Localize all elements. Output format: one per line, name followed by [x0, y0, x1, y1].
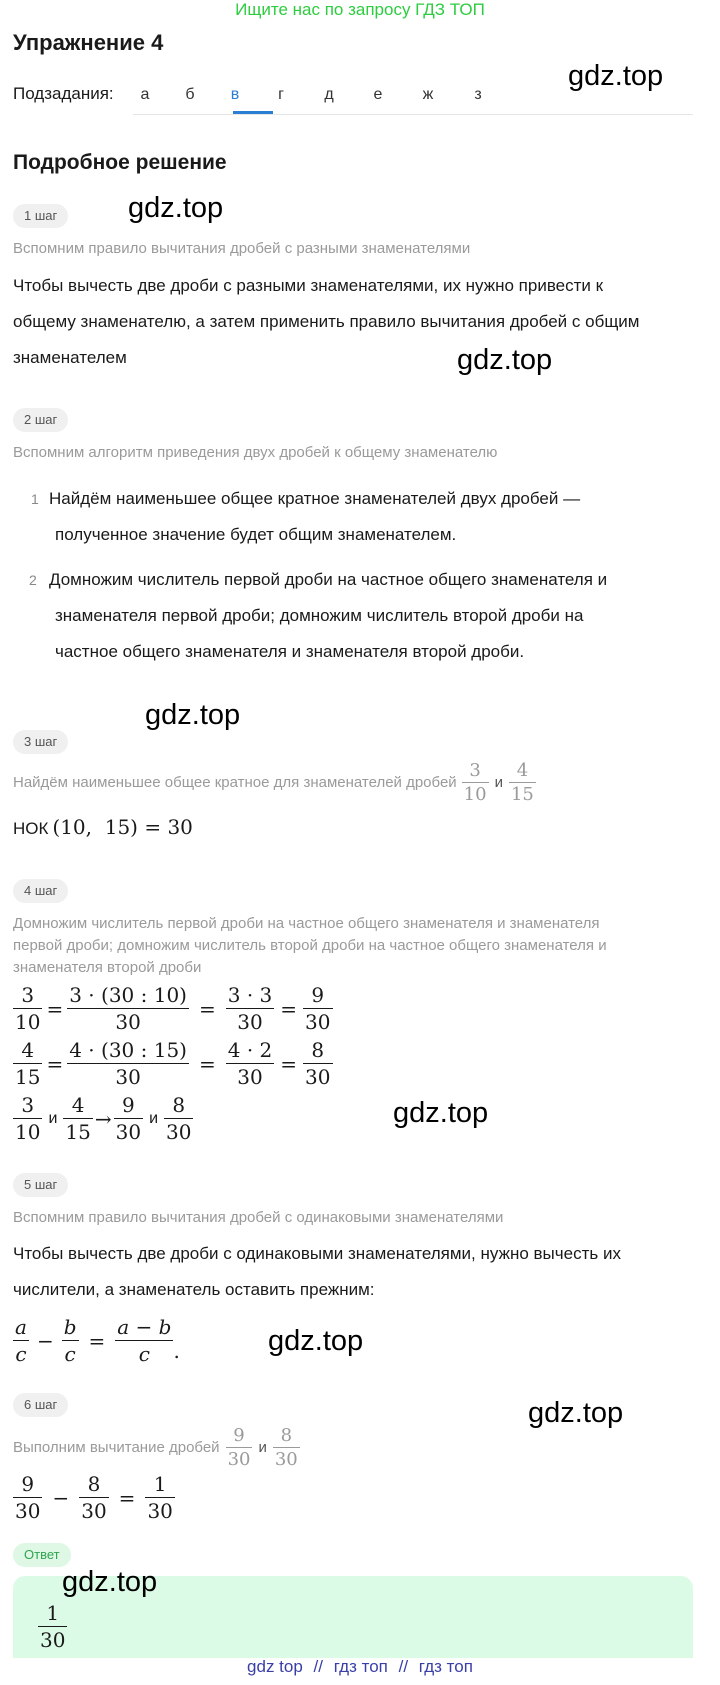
footer-separator: // — [398, 1657, 409, 1676]
text-line: полученное значение будет общим знаменателем. — [55, 525, 457, 544]
nok-label: НОК — [13, 819, 49, 838]
text-line: Чтобы вычесть две дроби с разными знаменателями, их нужно привести к — [13, 276, 604, 295]
denominator: 30 — [40, 1628, 66, 1652]
equals-sign: = — [280, 1051, 298, 1076]
step-badge: 4 шаг — [13, 879, 68, 903]
numerator: 9 — [114, 1092, 143, 1119]
denominator: 15 — [15, 1065, 41, 1089]
list-number: 1 — [31, 491, 39, 507]
text-line: общему знаменателю, а затем применить правило вычитания дробей с общим — [13, 312, 640, 331]
numerator: 8 — [164, 1092, 193, 1119]
denominator: c — [64, 1342, 76, 1366]
step-hint: Вспомним алгоритм приведения двух дробей к общему знаменателю — [13, 444, 498, 461]
fraction — [62, 1314, 79, 1367]
fraction — [67, 1037, 189, 1090]
denominator: 30 — [305, 1010, 331, 1034]
fraction — [13, 982, 42, 1035]
text-line: числители, а знаменатель оставить прежним: — [13, 1280, 375, 1299]
numerator: 9 — [13, 1471, 42, 1498]
and-word: и — [494, 773, 503, 791]
tab-subtask-b[interactable]: б — [185, 86, 195, 103]
minus-sign: − — [36, 1328, 54, 1353]
numerator: 3 — [462, 759, 489, 783]
fraction — [114, 1092, 143, 1145]
list-item — [49, 481, 689, 553]
hint-line: знаменателя второй дроби — [13, 959, 202, 976]
numerator: b — [63, 1315, 77, 1339]
watermark: gdz.top — [568, 60, 664, 92]
watermark: gdz.top — [268, 1325, 364, 1357]
equals-sign: = — [46, 1051, 64, 1076]
answer-badge: Ответ — [13, 1543, 71, 1567]
fraction — [79, 1471, 108, 1524]
and-word: и — [48, 1109, 58, 1127]
subtraction-result — [13, 1471, 175, 1524]
step-badge: 3 шаг — [13, 730, 68, 754]
denominator: c — [15, 1342, 27, 1366]
step-hint: Вспомним правило вычитания дробей с разными знаменателями — [13, 240, 471, 257]
footer-links — [0, 1657, 720, 1677]
numerator: 4 · 2 — [227, 1038, 273, 1062]
answer-value — [38, 1600, 67, 1653]
fraction — [226, 1424, 253, 1471]
denominator: 15 — [65, 1120, 91, 1144]
subtasks-label: Подзадания: — [13, 84, 114, 103]
watermark: gdz.top — [128, 192, 224, 224]
hint-text: Найдём наименьшее общее кратное для знаменателей дробей — [13, 773, 457, 791]
text-line: Домножим числитель первой дроби на частное общего знаменателя и — [49, 570, 608, 589]
fraction — [145, 1471, 174, 1524]
denominator: 30 — [237, 1010, 263, 1034]
denominator: 30 — [237, 1065, 263, 1089]
footer-link[interactable]: gdz top — [247, 1657, 303, 1676]
numerator: 4 — [63, 1092, 92, 1119]
text-line: знаменателем — [13, 348, 127, 367]
tab-subtask-v[interactable]: в — [230, 86, 240, 103]
fraction — [13, 1314, 29, 1367]
equals-sign: = — [280, 996, 298, 1021]
equation-row — [13, 1092, 193, 1145]
equation-row — [13, 1037, 333, 1090]
fraction — [226, 1037, 275, 1090]
fraction — [13, 1037, 42, 1090]
watermark: gdz.top — [62, 1566, 158, 1598]
fraction — [38, 1600, 67, 1653]
fraction — [13, 1471, 42, 1524]
numerator: 9 — [303, 982, 332, 1009]
numerator: 9 — [226, 1424, 253, 1448]
denominator: 15 — [510, 784, 534, 805]
equals-sign: = — [118, 1485, 136, 1510]
numerator: 1 — [145, 1471, 174, 1498]
numerator: 8 — [303, 1037, 332, 1064]
text-line: знаменателя первой дроби; домножим числитель второй дроби на — [55, 606, 584, 625]
hint-line: первой дроби; домножим числитель второй дроби на частное общего знаменателя и — [13, 937, 607, 954]
numerator: 4 · (30 : 15) — [69, 1038, 187, 1062]
list-item — [49, 562, 689, 670]
text-line: Найдём наименьшее общее кратное знаменателей двух дробей — — [49, 489, 581, 508]
denominator: 30 — [15, 1499, 41, 1523]
tab-subtask-e[interactable]: е — [373, 86, 383, 103]
tab-subtask-z[interactable]: з — [474, 86, 482, 103]
denominator: 30 — [81, 1499, 107, 1523]
fraction — [164, 1092, 193, 1145]
fraction — [273, 1424, 300, 1471]
footer-link[interactable]: гдз топ — [418, 1657, 473, 1676]
minus-sign: − — [52, 1485, 70, 1510]
step-badge: 5 шаг — [13, 1173, 68, 1197]
numerator: 3 · (30 : 10) — [69, 983, 187, 1007]
numerator: 3 — [13, 982, 42, 1009]
watermark: gdz.top — [145, 699, 241, 731]
numerator: 8 — [79, 1471, 108, 1498]
denominator: 30 — [115, 1010, 141, 1034]
numerator: 3 — [13, 1092, 42, 1119]
equals-sign: = — [46, 996, 64, 1021]
numerator: 4 — [509, 759, 536, 783]
hint-line: Домножим числитель первой дроби на частное общего знаменателя и знаменателя — [13, 915, 600, 932]
denominator: 10 — [15, 1010, 41, 1034]
tab-subtask-g[interactable]: г — [278, 86, 284, 103]
step-hint: Вспомним правило вычитания дробей с одинаковыми знаменателями — [13, 1209, 504, 1226]
step-badge: 6 шаг — [13, 1393, 68, 1417]
tab-subtask-a[interactable]: а — [140, 86, 150, 103]
step-badge: 2 шаг — [13, 408, 68, 432]
step-badge: 1 шаг — [13, 204, 68, 228]
numerator: 1 — [38, 1600, 67, 1627]
step-hint — [13, 913, 607, 979]
denominator: 30 — [115, 1065, 141, 1089]
arrow-icon: → — [94, 1106, 112, 1131]
list-number: 2 — [29, 572, 37, 588]
footer-link[interactable]: гдз топ — [333, 1657, 388, 1676]
watermark: gdz.top — [528, 1397, 624, 1429]
and-word: и — [258, 1438, 267, 1456]
and-word: и — [149, 1109, 158, 1127]
watermark: gdz.top — [457, 344, 553, 376]
numerator: 4 — [13, 1037, 42, 1064]
watermark: gdz.top — [393, 1097, 489, 1129]
tab-subtask-zh[interactable]: ж — [422, 86, 434, 103]
step-text — [13, 1236, 703, 1308]
nok-formula — [13, 815, 193, 839]
tab-subtask-d[interactable]: д — [324, 86, 334, 103]
text-line: частное общего знаменателя и знаменателя второй дроби. — [55, 642, 525, 661]
period: . — [173, 1339, 180, 1363]
hint-text: Выполним вычитание дробей — [13, 1438, 220, 1456]
fraction — [462, 759, 489, 806]
numerator: a − b — [117, 1315, 172, 1339]
fraction — [115, 1314, 173, 1367]
denominator: 30 — [227, 1449, 251, 1470]
denominator: 10 — [15, 1120, 41, 1144]
search-banner: Ищите нас по запросу ГДЗ ТОП — [235, 0, 485, 19]
section-title: Подробное решение — [13, 151, 227, 174]
fraction — [226, 982, 275, 1035]
fraction — [13, 1092, 42, 1145]
denominator: 30 — [274, 1449, 298, 1470]
equals-sign: = — [88, 1328, 106, 1353]
denominator: 30 — [305, 1065, 331, 1089]
step-text — [13, 268, 703, 376]
text-line: Чтобы вычесть две дроби с одинаковыми знаменателями, нужно вычесть их — [13, 1244, 621, 1263]
fraction — [509, 759, 536, 806]
step-hint — [13, 1424, 300, 1471]
fraction — [67, 982, 189, 1035]
denominator: 30 — [147, 1499, 173, 1523]
footer-separator: // — [313, 1657, 323, 1676]
fraction — [303, 982, 332, 1035]
fraction — [63, 1092, 92, 1145]
page-title: Упражнение 4 — [13, 30, 164, 55]
denominator: 30 — [115, 1120, 142, 1144]
numerator: 3 · 3 — [227, 983, 273, 1007]
denominator: 30 — [166, 1120, 192, 1144]
equals-sign: = — [198, 1051, 216, 1076]
denominator: c — [138, 1342, 150, 1366]
numerator: 8 — [273, 1424, 300, 1448]
numerator: a — [15, 1315, 27, 1339]
fraction — [303, 1037, 332, 1090]
equation-row — [13, 982, 333, 1035]
nok-expression: (10, 15) = 30 — [52, 815, 193, 839]
step-hint — [13, 759, 536, 806]
equals-sign: = — [198, 996, 216, 1021]
denominator: 10 — [463, 784, 487, 805]
active-tab-indicator — [233, 111, 273, 114]
subtraction-rule — [13, 1314, 180, 1367]
